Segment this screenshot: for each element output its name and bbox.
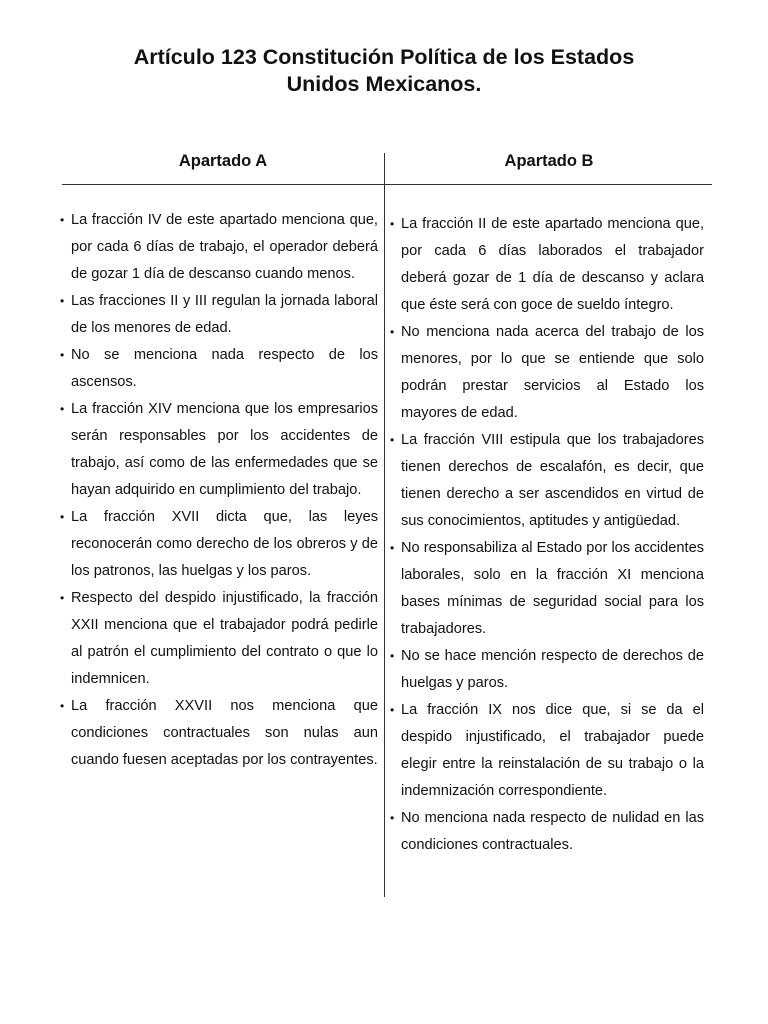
bullet-icon: • [390,541,395,555]
bullet-icon: • [60,699,65,713]
list-item: • No responsabiliza al Estado por los accidentes laborales, solo en la fracción XI menciona bases mínimas de seguridad social para los trabajadores. [390,535,704,643]
bullet-icon: • [60,213,65,227]
list-item: • La fracción II de este apartado menciona que, por cada 6 días laborados el trabajador deberá gozar de 1 día de descanso y aclara que éste será con goce de sueldo íntegro. [390,211,704,319]
apartado-b-list [390,211,704,859]
list-item: • La fracción VIII estipula que los trabajadores tienen derechos de escalafón, es decir, que tienen derecho a ser ascendidos en virtud de sus conocimientos, aptitudes y antigüedad. [390,427,704,535]
list-item: • Respecto del despido injustificado, la fracción XXII menciona que el trabajador podrá pedirle al patrón el cumplimiento del contrato o que lo indemnicen. [60,585,378,693]
list-item: • No menciona nada respecto de nulidad en las condiciones contractuales. [390,805,704,859]
table-header-divider [62,184,712,185]
list-item: • La fracción IX nos dice que, si se da el despido injustificado, el trabajador puede elegir entre la reinstalación de su trabajo o la indemnización correspondiente. [390,697,704,805]
list-item: • La fracción IV de este apartado menciona que, por cada 6 días de trabajo, el operador deberá de gozar 1 día de descanso cuando menos. [60,207,378,288]
bullet-icon: • [60,591,65,605]
list-item: • No menciona nada acerca del trabajo de los menores, por lo que se entiende que solo podrán prestar servicios al Estado los mayores de edad. [390,319,704,427]
bullet-icon: • [390,703,395,717]
bullet-icon: • [390,433,395,447]
bullet-icon: • [60,294,65,308]
bullet-icon: • [60,348,65,362]
bullet-icon: • [60,402,65,416]
list-item: • No se menciona nada respecto de los ascensos. [60,342,378,396]
list-item: • Las fracciones II y III regulan la jornada laboral de los menores de edad. [60,288,378,342]
list-item: • La fracción XVII dicta que, las leyes reconocerán como derecho de los obreros y de los patronos, las huelgas y los paros. [60,504,378,585]
page-title-line-1: Artículo 123 Constitución Política de los Estados [133,45,635,69]
bullet-icon: • [390,811,395,825]
bullet-icon: • [390,649,395,663]
column-header-apartado-a: Apartado A [178,152,268,170]
apartado-a-list [60,207,378,774]
list-item: • No se hace mención respecto de derechos de huelgas y paros. [390,643,704,697]
list-item: • La fracción XIV menciona que los empresarios serán responsables por los accidentes de trabajo, así como de las enfermedades que se hayan adquirido en cumplimiento del trabajo. [60,396,378,504]
bullet-icon: • [390,325,395,339]
column-header-apartado-b: Apartado B [504,152,594,170]
bullet-icon: • [390,217,395,231]
column-divider [384,153,385,897]
list-item: • La fracción XXVII nos menciona que condiciones contractuales son nulas aun cuando fuesen aceptadas por los contrayentes. [60,693,378,774]
bullet-icon: • [60,510,65,524]
page-title [0,44,768,98]
page-title-line-2: Unidos Mexicanos. [286,72,482,96]
